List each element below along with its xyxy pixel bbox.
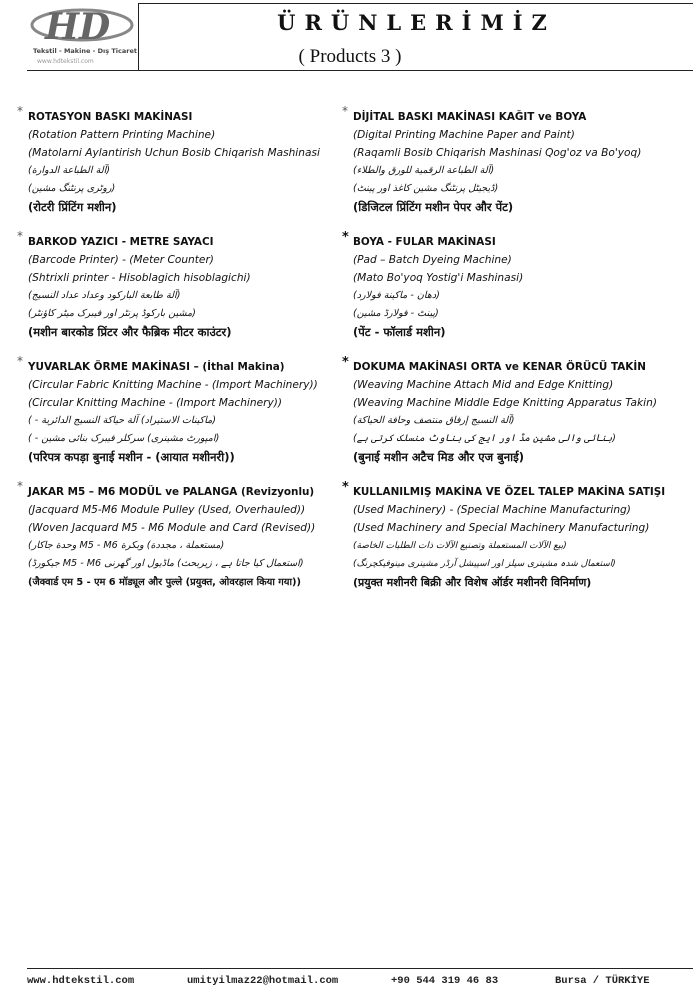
product-line-arabic: (آلة الطباعة الدوارة): [28, 165, 111, 176]
bullet-marker: *: [342, 230, 349, 245]
product-line-arabic: (دهان - ماكينة فولارد): [353, 290, 440, 301]
product-line-hindi: (डिजिटल प्रिंटिंग मशीन पेपर और पेंट): [353, 200, 514, 214]
bullet-marker: *: [17, 354, 23, 368]
product-title: BARKOD YAZICI - METRE SAYACI: [28, 236, 214, 248]
logo-subtitle: Tekstil - Makine - Dış Ticaret: [33, 47, 137, 55]
product-title: DOKUMA MAKİNASI ORTA ve KENAR ÖRÜCÜ TAKİN: [353, 361, 646, 373]
product-line-hindi: (प्रयुक्त मशीनरी बिक्री और विशेष ऑर्डर मशीनरी विनिर्माण): [353, 576, 592, 589]
product-line-english: (Circular Fabric Knitting Machine - (Import Machinery)): [28, 379, 318, 391]
svg-text:HD: HD: [45, 6, 111, 48]
bullet-marker: *: [342, 355, 349, 370]
product-block: [17, 479, 363, 592]
product-line-english: (Pad – Batch Dyeing Machine): [353, 254, 512, 266]
product-line-uzbek: (Mato Bo'yoq Yostig'i Mashinasi): [353, 272, 524, 284]
product-line-hindi: (जैक्वार्ड एम 5 - एम 6 मॉड्यूल और पुल्ले (प्रयुक्त, ओवरहाल किया गया)): [28, 577, 301, 588]
footer-email-link[interactable]: umityilmaz22@hotmail.com: [187, 975, 339, 987]
header-divider-vertical: [138, 3, 139, 71]
logo-url: www.hdtekstil.com: [37, 58, 94, 65]
product-line-hindi: (रोटरी प्रिंटिंग मशीन): [28, 200, 117, 214]
product-title: YUVARLAK ÖRME MAKİNASI – (İthal Makina): [28, 361, 285, 373]
product-line-arabic: (آلة طابعة الباركود وعداد عداد النسيج): [28, 290, 181, 301]
footer-website-link[interactable]: www.hdtekstil.com: [27, 975, 135, 987]
page-subtitle: ( Products 3 ): [298, 46, 402, 67]
product-line-uzbek: (Raqamli Bosib Chiqarish Mashinasi Qog'oz va Bo'yoq): [353, 147, 642, 159]
footer-divider: [27, 968, 693, 969]
footer-phone: +90 544 319 46 83: [391, 975, 499, 987]
product-line-english: (Barcode Printer) - (Meter Counter): [28, 254, 214, 266]
product-line-english: (Weaving Machine Attach Mid and Edge Knitting): [353, 379, 614, 391]
product-block: [17, 104, 363, 217]
header-border-bottom: [27, 70, 693, 71]
product-line-urdu: (استعمال شدہ مشینری سیلز اور اسپیشل آرڈر مشینری مینوفیکچرنگ): [353, 559, 616, 569]
company-logo: [27, 3, 137, 67]
product-line-uzbek: (Shtrixli printer - Hisoblagich hisoblagichi): [28, 272, 251, 284]
bullet-marker: *: [17, 104, 23, 118]
page-title: ÜRÜNLERİMİZ: [277, 10, 556, 35]
product-title: DİJİTAL BASKI MAKİNASI KAĞIT ve BOYA: [353, 111, 587, 123]
product-title: KULLANILMIŞ MAKİNA VE ÖZEL TALEP MAKİNA SATIŞI: [353, 486, 666, 498]
product-line-hindi: (पेंट - फॉलार्ड मशीन): [353, 325, 446, 339]
product-line-uzbek: (Matolarni Aylantirish Uchun Bosib Chiqarish Mashinasi: [28, 147, 320, 159]
product-block: [17, 229, 363, 342]
bullet-marker: *: [17, 229, 23, 243]
product-line-english-alt: (Used Machinery and Special Machinery Manufacturing): [353, 522, 650, 534]
product-line-arabic: (بيع الآلات المستعملة وتصنيع الآلات ذات الطلبات الخاصة): [353, 541, 567, 551]
product-line-urdu: (استعمال کیا جاتا ہے ، زیربحث) ماڈیول اور گھرنی M5 - M6 جیکورڈ): [28, 558, 304, 569]
product-line-english-alt: (Circular Knitting Machine - (Import Machinery)): [28, 397, 282, 409]
product-line-hindi: (परिपत्र कपड़ा बुनाई मशीन - (आयात मशीनरी)): [28, 450, 235, 464]
product-line-english: (Used Machinery) - (Special Machine Manufacturing): [353, 504, 631, 516]
product-line-english-alt: (Woven Jacquard M5 - M6 Module and Card (Revised)): [28, 522, 316, 534]
product-line-arabic: (ماكينات الاستيراد) آلة حياكة النسيج الدائرية - ): [28, 415, 216, 426]
product-title: ROTASYON BASKI MAKİNASI: [28, 111, 193, 123]
product-line-urdu: (امپورٹ مشینری) سرکلر فیبرک بنائی مشین - ): [28, 433, 220, 444]
header-border-top: [138, 3, 693, 4]
bullet-marker: *: [342, 480, 349, 495]
bullet-marker: *: [342, 104, 348, 118]
bullet-marker: *: [17, 479, 23, 493]
product-line-urdu: (روٹری پرنٹنگ مشین): [28, 183, 116, 194]
product-line-hindi: (मशीन बारकोड प्रिंटर और फैब्रिक मीटर काउंटर): [28, 325, 232, 339]
product-line-urdu: (ڈیجیٹل پرنٹنگ مشین کاغذ اور پینٹ): [353, 183, 499, 194]
product-line-arabic: (آلة الطباعة الرقمية للورق والطلاء): [353, 165, 495, 176]
product-line-urdu: (بنائی والی مشین مڈ اور ایج کی بناوٹ منسلک کرتی ہے): [353, 433, 616, 444]
product-line-urdu: (مشین بارکوڈ پرنٹر اور فیبرک میٹر کاؤنٹر): [28, 308, 196, 319]
product-line-english: (Digital Printing Machine Paper and Paint): [353, 129, 575, 141]
logo-mark: [27, 3, 137, 49]
product-block: [342, 355, 688, 467]
product-line-arabic: (آلة النسيج إرفاق منتصف وحافة الحياكة): [353, 415, 515, 426]
product-block: [17, 354, 363, 467]
product-line-arabic: (مستعملة ، مجددة) وبكرة M5 - M6 وحدة جاكار): [28, 540, 225, 551]
product-block: [342, 104, 688, 217]
product-line-english-alt: (Weaving Machine Middle Edge Knitting Apparatus Takin): [353, 397, 657, 409]
product-line-english: (Jacquard M5-M6 Module Pulley (Used, Overhauled)): [28, 504, 306, 516]
product-line-hindi: (बुनाई मशीन अटैच मिड और एज बुनाई): [353, 450, 524, 464]
product-title: JAKAR M5 – M6 MODÜL ve PALANGA (Revizyonlu): [28, 486, 315, 498]
product-block: [342, 230, 688, 342]
product-line-english: (Rotation Pattern Printing Machine): [28, 129, 216, 141]
footer-location: Bursa / TÜRKİYE: [555, 975, 650, 987]
product-block: [342, 480, 688, 592]
product-line-urdu: (پینٹ - فولارڈ مشین): [353, 308, 439, 319]
product-title: BOYA - FULAR MAKİNASI: [353, 236, 496, 248]
